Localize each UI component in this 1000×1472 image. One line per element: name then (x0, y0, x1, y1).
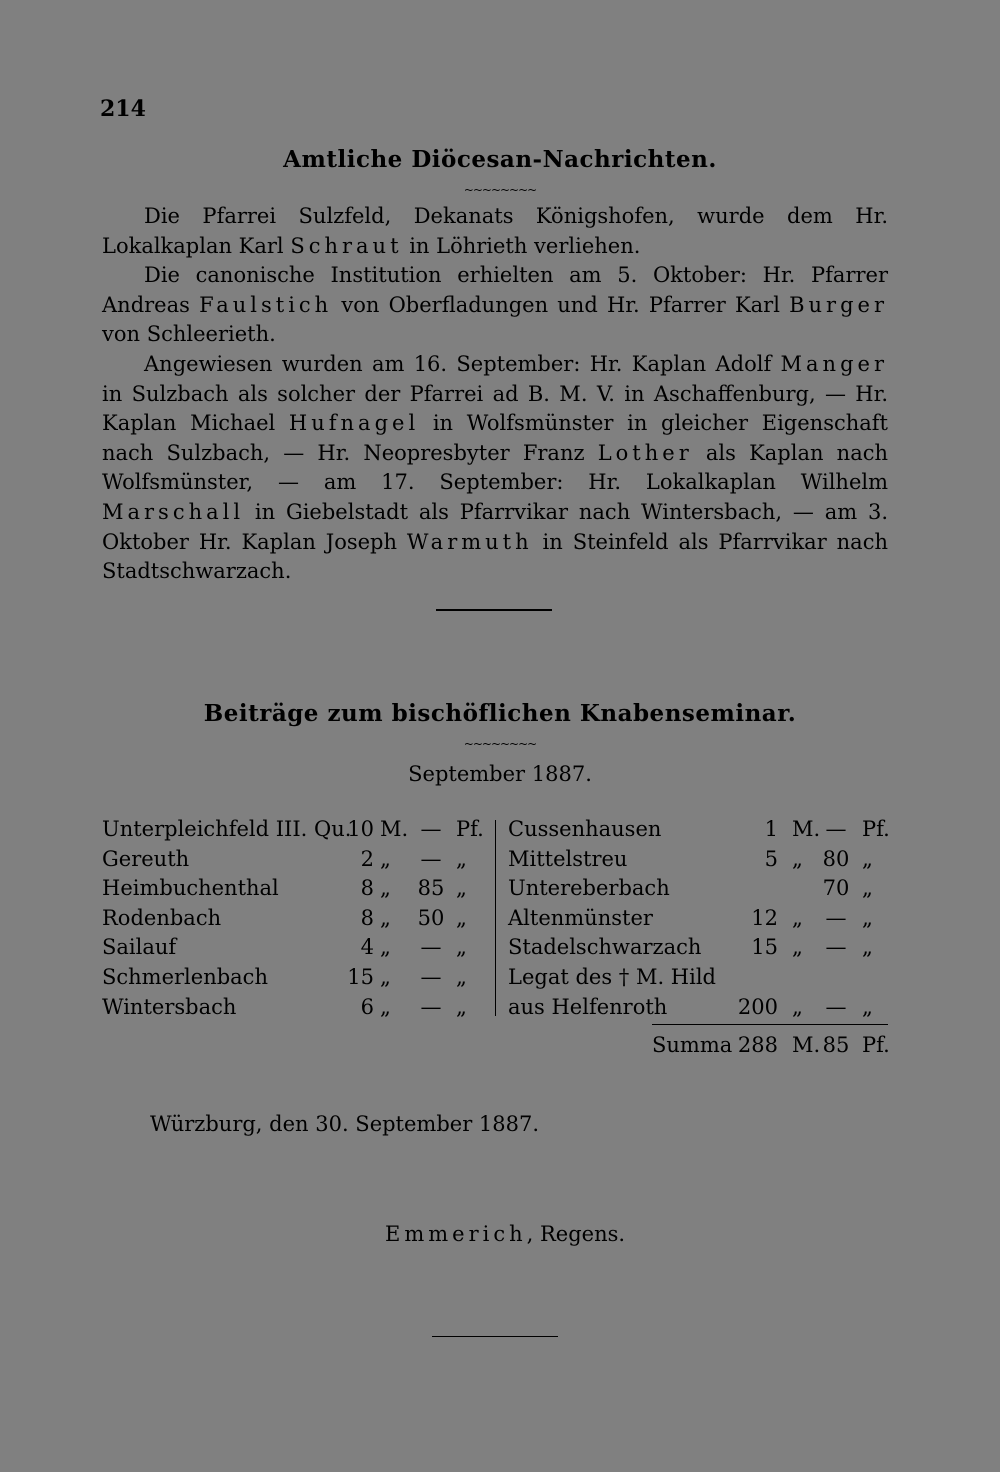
signature-title: , Regens. (526, 1222, 626, 1246)
sum-unit-marks: M. (792, 1033, 821, 1057)
title-ornament: ~~~~~~~~ (463, 183, 537, 197)
parish-name: Mittelstreu (508, 846, 628, 871)
parish-name: Altenmünster (508, 905, 653, 930)
sum-row (508, 1031, 892, 1061)
paragraph (102, 350, 888, 587)
amount-pfennig: 50 (417, 905, 445, 930)
contribution-row (102, 993, 486, 1023)
person-name: Lother (597, 440, 693, 465)
contribution-row (102, 933, 486, 963)
text-run: Angewiesen wurden am 16. September: Hr. Kaplan Adolf (144, 351, 781, 376)
sum-rule (652, 1024, 888, 1025)
text-run: Die canonische Institution erhielten am 5. Oktober: Hr. Pfarrer Andreas (102, 263, 888, 317)
amount-marks: 6 (360, 994, 374, 1019)
parish-name: Gereuth (102, 846, 190, 871)
parish-name: Cussenhausen (508, 817, 662, 841)
contribution-row (508, 963, 892, 993)
month-heading: September 1887. (408, 762, 592, 786)
sum-amount-pfennig: 85 (822, 1033, 850, 1057)
signature-name: Emmerich (385, 1222, 527, 1246)
unit-pfennig: „ (862, 846, 873, 871)
place-date: Würzburg, den 30. September 1887. (150, 1112, 540, 1136)
section-title-contributions: Beiträge zum bischöflichen Knabenseminar. (203, 700, 797, 727)
contribution-row (508, 815, 892, 845)
text-run: in Giebelstadt als Pfarrvikar nach Wintersbach, — am 3. Oktober Hr. Kaplan Joseph (102, 499, 888, 554)
person-name: Schraut (290, 233, 403, 258)
unit-marks: „ (380, 994, 391, 1019)
page-number: 214 (100, 96, 146, 122)
parish-name: Untereberbach (508, 876, 670, 901)
parish-name: Heimbuchenthal (102, 876, 279, 901)
amount-marks: 15 (751, 935, 778, 960)
text-run: in Steinfeld als Pfarrvikar nach Stadtschwarzach. (102, 529, 888, 584)
column-separator (495, 820, 496, 1016)
unit-pfennig: Pf. (862, 817, 890, 841)
amount-marks: 10 (347, 817, 374, 841)
unit-marks: M. (792, 817, 821, 841)
amount-marks: 2 (360, 846, 374, 871)
unit-pfennig: „ (456, 964, 467, 989)
amount-pfennig: 80 (822, 846, 850, 871)
parish-name: Sailauf (102, 935, 177, 960)
amount-pfennig: — (825, 994, 847, 1019)
unit-pfennig: „ (862, 994, 873, 1019)
parish-name: Schmerlenbach (102, 964, 268, 989)
unit-pfennig: „ (862, 935, 873, 960)
unit-marks: „ (380, 905, 391, 930)
person-name: Hufnagel (288, 411, 420, 436)
contribution-row (102, 874, 486, 904)
amount-marks: 15 (347, 964, 374, 989)
amount-marks: 5 (764, 846, 778, 871)
parish-name: Legat des † M. Hild (508, 964, 716, 989)
amount-pfennig: — (420, 846, 442, 871)
unit-pfennig: „ (456, 935, 467, 960)
amount-marks: 1 (764, 817, 778, 841)
parish-name: Unterpleichfeld III. Qu. (102, 817, 352, 841)
unit-marks: „ (380, 846, 391, 871)
amount-pfennig: — (825, 905, 847, 930)
section-divider (436, 609, 552, 611)
text-run: in Sulzbach als solcher der Pfarrei ad B. M. V. in Aschaffenburg, — Hr. Kaplan Michael (102, 381, 888, 436)
contribution-row (508, 904, 892, 934)
amount-pfennig: — (420, 935, 442, 960)
amount-pfennig: 85 (417, 876, 445, 901)
amount-marks: 8 (360, 905, 374, 930)
unit-pfennig: „ (456, 905, 467, 930)
contributions-right-column (508, 815, 892, 1022)
unit-marks: „ (380, 935, 391, 960)
contribution-row (508, 874, 892, 904)
text-run: in Löhrieth verliehen. (402, 233, 641, 258)
text-run: als Kaplan nach Wolfsmünster, — am 17. September: Hr. Lokalkaplan Wilhelm (102, 440, 888, 495)
amount-pfennig: — (420, 994, 442, 1019)
contribution-row (102, 904, 486, 934)
unit-marks: M. (380, 817, 409, 841)
amount-marks: 200 (737, 994, 778, 1019)
amount-marks: 8 (360, 876, 374, 901)
unit-pfennig: Pf. (456, 817, 484, 841)
announcement-text (102, 202, 888, 587)
unit-marks: „ (792, 935, 803, 960)
section-title-diocesan-news: Amtliche Diöcesan-Nachrichten. (283, 146, 717, 173)
unit-marks: „ (380, 964, 391, 989)
unit-marks: „ (792, 994, 803, 1019)
parish-name: aus Helfenroth (508, 994, 668, 1019)
unit-pfennig: „ (862, 905, 873, 930)
text-run: in Wolfsmünster in gleicher Eigenschaft nach Sulzbach, — Hr. Neopresbyter Franz (102, 411, 888, 465)
contribution-row (102, 845, 486, 875)
unit-pfennig: „ (862, 876, 873, 901)
unit-pfennig: „ (456, 846, 467, 871)
contributions-left-column (102, 815, 486, 1022)
contribution-row (508, 993, 892, 1023)
sum-amount-marks: 288 (737, 1033, 778, 1057)
unit-marks: „ (792, 846, 803, 871)
sum-label: Summa (652, 1033, 733, 1057)
bottom-rule (432, 1336, 558, 1337)
person-name: Manger (780, 351, 888, 376)
text-run: von Oberfladungen und Hr. Pfarrer Karl (332, 292, 790, 317)
amount-pfennig: — (420, 964, 442, 989)
parish-name: Wintersbach (102, 994, 237, 1019)
amount-pfennig: — (825, 935, 847, 960)
person-name: Warmuth (406, 529, 533, 554)
title-ornament: ~~~~~~~~ (463, 737, 537, 751)
amount-marks: 4 (360, 935, 374, 960)
sum-line (508, 1031, 892, 1061)
amount-pfennig: — (825, 817, 847, 841)
contribution-row (102, 963, 486, 993)
person-name: Faulstich (199, 292, 333, 317)
amount-marks: 12 (751, 905, 778, 930)
paragraph (102, 261, 888, 350)
contribution-row (508, 845, 892, 875)
text-run: von Schleerieth. (102, 322, 276, 347)
signature (385, 1222, 625, 1246)
person-name: Marschall (102, 499, 245, 524)
contribution-row (102, 815, 486, 845)
unit-marks: „ (380, 876, 391, 901)
paragraph (102, 202, 888, 261)
unit-pfennig: „ (456, 994, 467, 1019)
text-run: Die Pfarrei Sulzfeld, Dekanats Königshofen, wurde dem Hr. Lokalkaplan Karl (102, 204, 888, 258)
amount-pfennig: 70 (822, 876, 850, 901)
parish-name: Stadelschwarzach (508, 935, 702, 960)
parish-name: Rodenbach (102, 905, 222, 930)
unit-marks: „ (792, 905, 803, 930)
sum-unit-pfennig: Pf. (862, 1033, 890, 1057)
unit-pfennig: „ (456, 876, 467, 901)
contribution-row (508, 933, 892, 963)
person-name: Burger (789, 292, 888, 317)
amount-pfennig: — (420, 817, 442, 841)
